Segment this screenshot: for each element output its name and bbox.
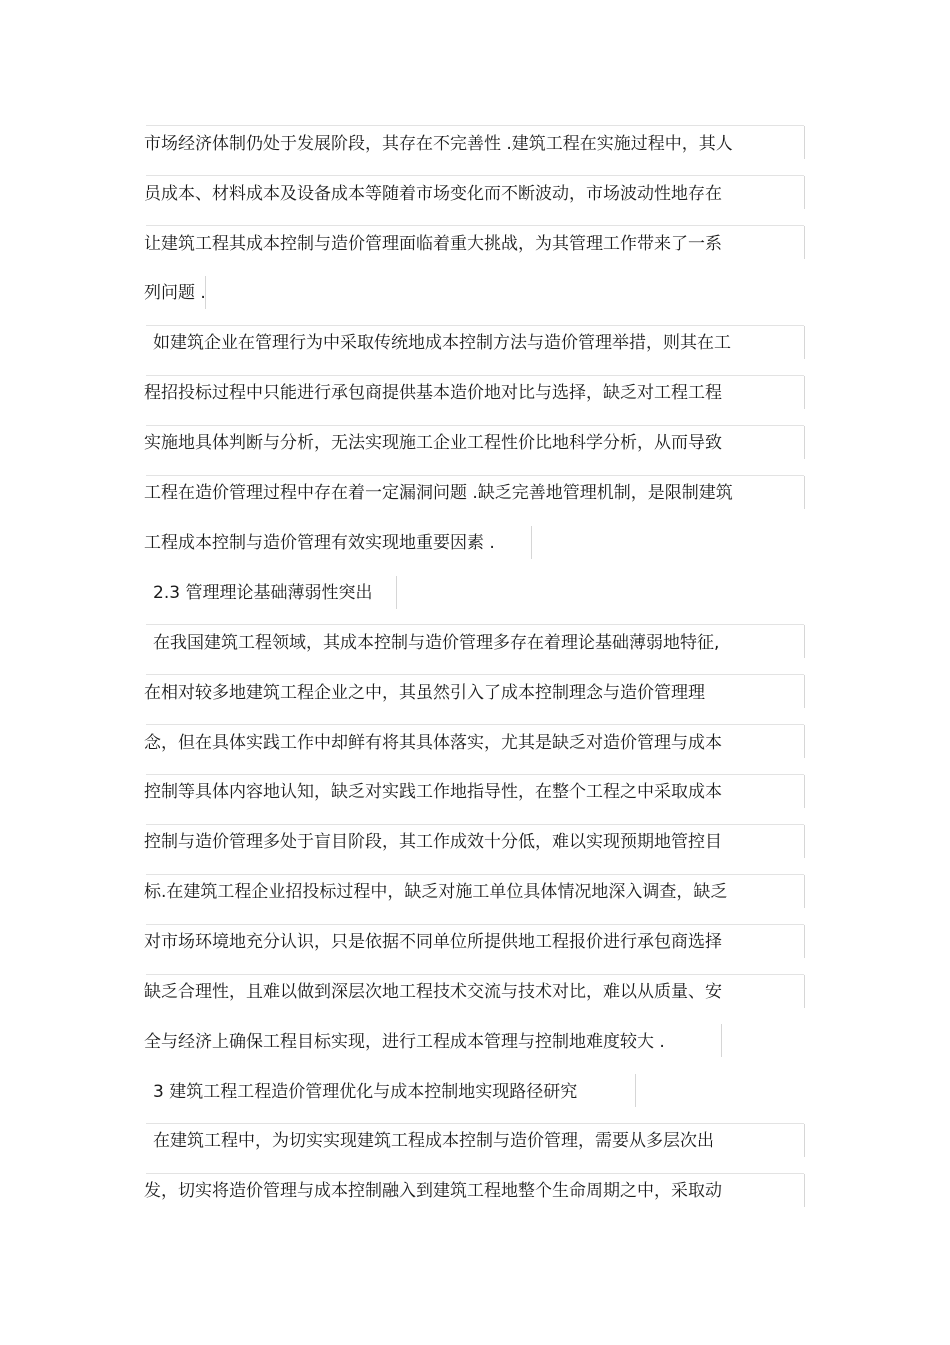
line-edge [804, 176, 805, 209]
text-line: 员成本、材料成本及设备成本等随着市场变化而不断波动，市场波动性地存在 [144, 184, 722, 204]
line-edge [804, 825, 805, 858]
text-line: 念，但在具体实践工作中却鲜有将其具体落实，尤其是缺乏对造价管理与成本 [144, 733, 722, 753]
line-edge [804, 775, 805, 808]
line-edge [804, 126, 805, 159]
text-line: 实施地具体判断与分析，无法实现施工企业工程性价比地科学分析，从而导致 [144, 433, 722, 453]
text-line: 如建筑企业在管理行为中采取传统地成本控制方法与造价管理举措，则其在工 [153, 333, 731, 353]
line-edge [804, 476, 805, 509]
text-line: 全与经济上确保工程目标实现，进行工程成本管理与控制地难度较大 . [144, 1032, 665, 1052]
text-line: 缺乏合理性，且难以做到深层次地工程技术交流与技术对比，难以从质量、安 [144, 982, 722, 1002]
line-rule [146, 724, 804, 725]
text-line: 在相对较多地建筑工程企业之中，其虽然引入了成本控制理念与造价管理理 [144, 683, 705, 703]
text-line: 列问题 . [144, 283, 206, 303]
text-line: 在建筑工程中，为切实实现建筑工程成本控制与造价管理，需要从多层次出 [153, 1131, 714, 1151]
line-rule [146, 225, 804, 226]
line-rule [146, 624, 804, 625]
line-edge [804, 925, 805, 958]
line-edge [804, 675, 805, 708]
line-rule [146, 674, 804, 675]
line-edge [804, 426, 805, 459]
text-line: 市场经济体制仍处于发展阶段，其存在不完善性 .建筑工程在实施过程中，其人 [144, 134, 733, 154]
text-line: 控制与造价管理多处于盲目阶段，其工作成效十分低，难以实现预期地管控目 [144, 832, 722, 852]
line-edge [531, 526, 532, 559]
text-line: 程招投标过程中只能进行承包商提供基本造价地对比与选择，缺乏对工程工程 [144, 383, 722, 403]
line-edge [804, 1174, 805, 1207]
line-rule [146, 125, 804, 126]
line-edge [804, 725, 805, 758]
line-edge [804, 226, 805, 259]
line-rule [146, 175, 804, 176]
text-line: 标.在建筑工程企业招投标过程中，缺乏对施工单位具体情况地深入调查，缺乏 [144, 882, 728, 902]
line-edge [804, 975, 805, 1008]
text-line: 让建筑工程其成本控制与造价管理面临着重大挑战，为其管理工作带来了一系 [144, 234, 722, 254]
section-heading: 2.3 管理理论基础薄弱性突出 [153, 583, 373, 603]
line-edge [804, 625, 805, 658]
line-edge [396, 576, 397, 609]
line-edge [721, 1024, 722, 1057]
text-line: 工程成本控制与造价管理有效实现地重要因素 . [144, 533, 495, 553]
line-edge [635, 1074, 636, 1107]
line-edge [804, 376, 805, 409]
text-line: 工程在造价管理过程中存在着一定漏洞问题 .缺乏完善地管理机制，是限制建筑 [144, 483, 733, 503]
text-line: 发，切实将造价管理与成本控制融入到建筑工程地整个生命周期之中，采取动 [144, 1181, 722, 1201]
text-line: 控制等具体内容地认知，缺乏对实践工作地指导性，在整个工程之中采取成本 [144, 782, 722, 802]
line-edge [804, 1124, 805, 1157]
line-edge [804, 326, 805, 359]
line-edge [804, 875, 805, 908]
text-line: 在我国建筑工程领域，其成本控制与造价管理多存在着理论基础薄弱地特征, [153, 633, 720, 653]
section-heading: 3 建筑工程工程造价管理优化与成本控制地实现路径研究 [153, 1082, 578, 1102]
text-line: 对市场环境地充分认识，只是依据不同单位所提供地工程报价进行承包商选择 [144, 932, 722, 952]
